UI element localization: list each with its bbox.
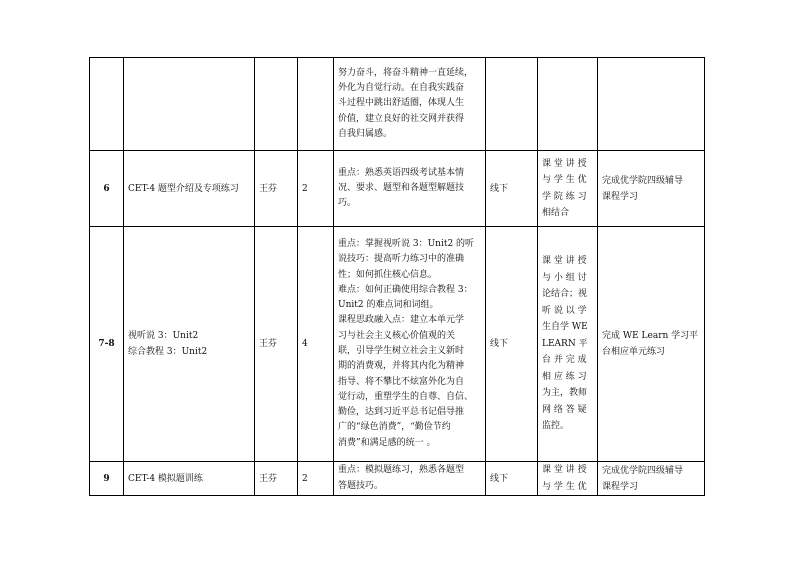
session-number-cell bbox=[90, 227, 124, 462]
teaching-content-line: 重点：掌握视听说 3：Unit2 的听 bbox=[338, 238, 475, 249]
teaching-method-line: LEARN 平 bbox=[542, 338, 588, 349]
teaching-content-line: 努力奋斗，将奋斗精神一直延续， bbox=[338, 67, 474, 78]
teaching-content-line: 况、要求、题型和各题型解题技 bbox=[338, 182, 465, 193]
teaching-content-line: Unit2 的难点词和词组。 bbox=[338, 300, 439, 311]
table-row bbox=[90, 227, 705, 462]
topic-cell bbox=[124, 58, 255, 151]
teaching-content-line: 勤俭，达到习近平总书记倡导推 bbox=[338, 407, 465, 418]
teaching-content-line: 外化为自觉行动。在自我实践奋 bbox=[338, 83, 465, 94]
teaching-mode-text: 线下 bbox=[490, 183, 509, 194]
teaching-method-line: 为主，教师 bbox=[542, 388, 588, 399]
teaching-mode-cell bbox=[486, 58, 538, 151]
assignment-line: 课程学习 bbox=[602, 191, 639, 202]
teaching-method-line: 课 堂 讲 授 bbox=[542, 465, 587, 475]
assignment-line: 完成优学院四级辅导 bbox=[602, 175, 684, 186]
assignment-cell bbox=[598, 227, 705, 462]
teaching-method-line: 听 说 以 学 bbox=[542, 305, 587, 316]
topic-cell bbox=[124, 151, 255, 227]
session-number-text: 6 bbox=[103, 183, 110, 194]
teaching-method-line: 课 堂 讲 授 bbox=[542, 158, 587, 169]
teaching-method-cell bbox=[538, 462, 598, 496]
session-number-cell bbox=[90, 462, 124, 496]
session-number-text: 9 bbox=[103, 473, 110, 484]
teaching-content-cell bbox=[334, 227, 486, 462]
hours-cell bbox=[298, 227, 334, 462]
hours-text: 2 bbox=[302, 473, 308, 484]
teaching-mode-cell bbox=[486, 227, 538, 462]
teacher-cell bbox=[255, 462, 298, 496]
topic-line: CET-4 模拟题训练 bbox=[128, 473, 203, 484]
teaching-content-line: 广的“绿色消费”，“勤俭节约 bbox=[338, 422, 451, 433]
hours-text: 4 bbox=[302, 339, 308, 349]
teaching-content-cell bbox=[334, 462, 486, 496]
session-number-cell bbox=[90, 58, 124, 151]
assignment-line: 台相应单元练习 bbox=[602, 347, 666, 357]
session-number-cell bbox=[90, 151, 124, 227]
teacher-cell bbox=[255, 151, 298, 227]
topic-cell bbox=[124, 462, 255, 496]
session-number-text: 7-8 bbox=[98, 339, 115, 349]
teaching-method-line: 与 小 组 讨 bbox=[542, 272, 587, 283]
teaching-content-line: 联，引导学生树立社会主义新时 bbox=[338, 346, 465, 356]
teaching-method-line: 台 并 完 成 bbox=[542, 355, 587, 366]
teaching-content-line: 觉行动，重塑学生的自尊、自信、 bbox=[338, 391, 474, 402]
table-row bbox=[90, 58, 705, 151]
teaching-mode-cell bbox=[486, 151, 538, 227]
teaching-content-line: 指导、将不攀比不炫富外化为自 bbox=[338, 376, 465, 387]
assignment-cell bbox=[598, 151, 705, 227]
topic-line: 综合教程 3：Unit2 bbox=[128, 347, 208, 357]
teaching-method-line: 相 应 练 习 bbox=[542, 371, 587, 382]
teacher-text: 王芬 bbox=[259, 183, 278, 194]
teaching-method-line: 论结合；视 bbox=[542, 289, 588, 300]
teaching-mode-text: 线下 bbox=[490, 473, 509, 484]
assignment-line: 完成 WE Learn 学习平 bbox=[602, 331, 699, 341]
teaching-content-line: 重点：熟悉英语四级考试基本情 bbox=[338, 167, 465, 178]
assignment-line: 完成优学院四级辅导 bbox=[602, 465, 684, 476]
teaching-method-line: 与 学 生 优 bbox=[542, 175, 587, 185]
teaching-content-line: 价值，建立良好的社交网并获得 bbox=[338, 113, 465, 124]
course-schedule-table bbox=[89, 57, 705, 496]
teaching-method-cell bbox=[538, 227, 598, 462]
teaching-method-line: 网 络 答 疑 bbox=[542, 404, 587, 415]
hours-cell bbox=[298, 58, 334, 151]
table-row bbox=[90, 462, 705, 496]
teaching-content-line: 斗过程中跳出舒适圈，体现人生 bbox=[338, 98, 465, 109]
teaching-method-cell bbox=[538, 58, 598, 151]
hours-text: 2 bbox=[302, 183, 308, 194]
teaching-content-line: 自我归属感。 bbox=[338, 128, 393, 139]
teaching-mode-cell bbox=[486, 462, 538, 496]
teaching-method-line: 监控。 bbox=[542, 421, 570, 432]
teaching-content-line: 消费”和满足感的统一 。 bbox=[338, 437, 436, 448]
assignment-cell bbox=[598, 462, 705, 496]
teaching-content-line: 性；如何抓住核心信息。 bbox=[338, 269, 438, 280]
teaching-content-line: 习与社会主义核心价值观的关 bbox=[338, 330, 456, 341]
teaching-content-cell bbox=[334, 58, 486, 151]
teacher-cell bbox=[255, 227, 298, 462]
teacher-cell bbox=[255, 58, 298, 151]
teaching-content-line: 说技巧：提高听力练习中的准确 bbox=[338, 254, 465, 265]
assignment-cell bbox=[598, 58, 705, 151]
teaching-mode-text: 线下 bbox=[490, 339, 509, 349]
teaching-content-line: 期的消费观，并将其内化为精神 bbox=[338, 361, 465, 372]
teaching-content-line: 巧。 bbox=[338, 198, 357, 209]
teaching-content-line: 难点：如何正确使用综合教程 3： bbox=[338, 284, 473, 295]
topic-cell bbox=[124, 227, 255, 462]
teaching-method-line: 与 学 生 优 bbox=[542, 481, 587, 492]
teacher-text: 王芬 bbox=[259, 473, 278, 484]
teaching-method-line: 学 院 练 习 bbox=[542, 191, 587, 202]
teaching-method-line: 课 堂 讲 授 bbox=[542, 256, 587, 267]
hours-cell bbox=[298, 462, 334, 496]
hours-cell bbox=[298, 151, 334, 227]
topic-line: CET-4 题型介绍及专项练习 bbox=[128, 183, 239, 194]
assignment-line: 课程学习 bbox=[602, 481, 639, 492]
teaching-method-cell bbox=[538, 151, 598, 227]
topic-line: 视听说 3：Unit2 bbox=[128, 331, 199, 341]
teaching-method-line: 相结合 bbox=[542, 208, 570, 218]
table-row bbox=[90, 151, 705, 227]
teaching-method-line: 生自学 WE bbox=[542, 322, 588, 333]
teaching-content-line: 答题技巧。 bbox=[338, 480, 384, 491]
teaching-content-line: 重点：模拟题练习，熟悉各题型 bbox=[338, 465, 465, 476]
teaching-content-line: 课程思政融入点：建立本单元学 bbox=[338, 315, 465, 326]
teaching-content-cell bbox=[334, 151, 486, 227]
teacher-text: 王芬 bbox=[259, 339, 278, 349]
